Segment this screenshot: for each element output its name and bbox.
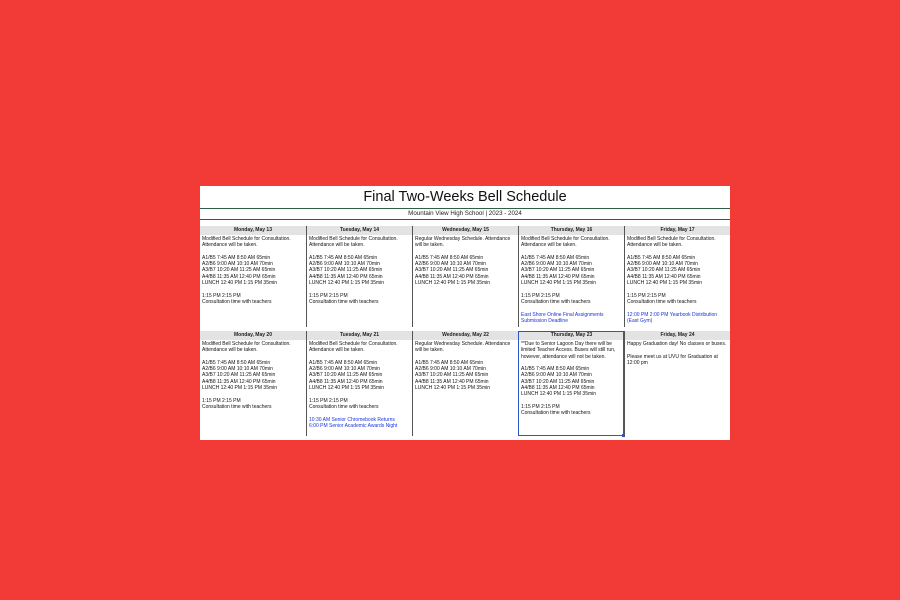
period-line: A2/B6 9:00 AM 10:10 AM 70min xyxy=(202,366,273,373)
period-line: A1/B5 7:45 AM 8:50 AM 65min xyxy=(627,254,696,261)
day-note: Modified Bell Schedule for Consultation. Attendance will be taken. xyxy=(202,236,291,249)
consult-label: Consultation time with teachers xyxy=(309,298,379,305)
period-line: A1/B5 7:45 AM 8:50 AM 65min xyxy=(202,359,271,366)
period-line: A3/B7 10:20 AM 11:25 AM 65min xyxy=(627,267,701,274)
period-line: A3/B7 10:20 AM 11:25 AM 65min xyxy=(415,267,489,274)
consult-time: 1:15 PM 2:15 PM xyxy=(202,292,241,299)
page-title: Final Two-Weeks Bell Schedule xyxy=(200,186,730,209)
period-line: A4/B8 11:35 AM 12:40 PM 65min xyxy=(415,378,489,385)
week-2-row xyxy=(200,331,730,436)
period-line: A1/B5 7:45 AM 8:50 AM 65min xyxy=(202,254,271,261)
period-line: LUNCH 12:40 PM 1:15 PM 35min xyxy=(521,280,597,287)
consult-label: Consultation time with teachers xyxy=(627,298,697,305)
day-cell-wednesday-may-15[interactable] xyxy=(412,226,518,327)
consult-time: 1:15 PM 2:15 PM xyxy=(521,292,560,299)
period-line: A2/B6 9:00 AM 10:10 AM 70min xyxy=(521,261,592,268)
period-line: A3/B7 10:20 AM 11:25 AM 65min xyxy=(521,267,595,274)
period-line: A3/B7 10:20 AM 11:25 AM 65min xyxy=(202,267,276,274)
period-line: A2/B6 9:00 AM 10:10 AM 70min xyxy=(415,261,486,268)
schedule-sheet xyxy=(200,186,730,440)
day-note: Modified Bell Schedule for Consultation. Attendance will be taken. xyxy=(309,236,398,249)
period-line: A3/B7 10:20 AM 11:25 AM 65min xyxy=(309,267,383,274)
period-line: A3/B7 10:20 AM 11:25 AM 65min xyxy=(521,378,595,385)
day-header: Friday, May 17 xyxy=(625,226,730,235)
day-note-2: Please meet us at UVU for Graduation at 12:00 pm xyxy=(627,353,718,366)
consult-time: 1:15 PM 2:15 PM xyxy=(521,403,560,410)
event-link[interactable]: 6:00 PM Senior Academic Awards Night xyxy=(309,422,398,429)
period-line: A4/B8 11:35 AM 12:40 PM 65min xyxy=(627,273,701,280)
period-line: LUNCH 12:40 PM 1:15 PM 35min xyxy=(202,280,278,287)
consult-time: 1:15 PM 2:15 PM xyxy=(309,292,348,299)
day-cell-wednesday-may-22[interactable] xyxy=(412,331,518,436)
page-subtitle: Mountain View High School | 2023 - 2024 xyxy=(200,209,730,220)
consult-label: Consultation time with teachers xyxy=(521,298,591,305)
day-cell-thursday-may-16[interactable] xyxy=(518,226,624,327)
period-line: A2/B6 9:00 AM 10:10 AM 70min xyxy=(627,261,698,268)
period-line: A2/B6 9:00 AM 10:10 AM 70min xyxy=(415,366,486,373)
period-line: A3/B7 10:20 AM 11:25 AM 65min xyxy=(415,372,489,379)
period-line: A2/B6 9:00 AM 10:10 AM 70min xyxy=(202,261,273,268)
period-line: A1/B5 7:45 AM 8:50 AM 65min xyxy=(415,359,484,366)
period-line: A1/B5 7:45 AM 8:50 AM 65min xyxy=(309,359,378,366)
period-line: LUNCH 12:40 PM 1:15 PM 35min xyxy=(202,385,278,392)
period-line: A4/B8 11:35 AM 12:40 PM 65min xyxy=(415,273,489,280)
day-cell-friday-may-24[interactable] xyxy=(624,331,730,436)
day-note: Modified Bell Schedule for Consultation. Attendance will be taken. xyxy=(521,236,610,249)
period-line: A1/B5 7:45 AM 8:50 AM 65min xyxy=(521,254,590,261)
day-cell-monday-may-13[interactable] xyxy=(200,226,306,327)
day-cell-friday-may-17[interactable] xyxy=(624,226,730,327)
period-line: LUNCH 12:40 PM 1:15 PM 35min xyxy=(415,280,491,287)
day-note: Regular Wednesday Schedule. Attendance will be taken. xyxy=(415,236,511,249)
day-note: Modified Bell Schedule for Consultation. Attendance will be taken. xyxy=(309,341,398,354)
day-note: Modified Bell Schedule for Consultation. Attendance will be taken. xyxy=(202,341,291,354)
day-header: Tuesday, May 21 xyxy=(307,331,412,340)
period-line: LUNCH 12:40 PM 1:15 PM 35min xyxy=(627,280,703,287)
day-header: Monday, May 13 xyxy=(200,226,306,235)
day-header: Friday, May 24 xyxy=(625,331,730,340)
period-line: A4/B8 11:35 AM 12:40 PM 65min xyxy=(202,273,276,280)
day-note: Regular Wednesday Schedule. Attendance will be taken. xyxy=(415,341,511,354)
period-line: LUNCH 12:40 PM 1:15 PM 35min xyxy=(309,280,385,287)
period-line: A2/B6 9:00 AM 10:10 AM 70min xyxy=(521,372,592,379)
period-line: A1/B5 7:45 AM 8:50 AM 65min xyxy=(415,254,484,261)
consult-time: 1:15 PM 2:15 PM xyxy=(202,397,241,404)
day-header: Tuesday, May 14 xyxy=(307,226,412,235)
period-line: A3/B7 10:20 AM 11:25 AM 65min xyxy=(202,372,276,379)
period-line: LUNCH 12:40 PM 1:15 PM 35min xyxy=(309,385,385,392)
day-header: Wednesday, May 15 xyxy=(413,226,518,235)
day-header: Monday, May 20 xyxy=(200,331,306,340)
day-note: Modified Bell Schedule for Consultation. Attendance will be taken. xyxy=(627,236,716,249)
period-line: LUNCH 12:40 PM 1:15 PM 35min xyxy=(521,391,597,398)
consult-label: Consultation time with teachers xyxy=(202,403,272,410)
period-line: A4/B8 11:35 AM 12:40 PM 65min xyxy=(309,273,383,280)
day-header: Thursday, May 23 xyxy=(519,331,624,340)
period-line: A1/B5 7:45 AM 8:50 AM 65min xyxy=(521,366,590,373)
event-link[interactable]: 12:00 PM 2:00 PM Yearbook Distribution (East Gym) xyxy=(627,311,718,324)
week-1-row xyxy=(200,226,730,327)
day-cell-thursday-may-23[interactable] xyxy=(518,331,624,436)
period-line: A4/B8 11:35 AM 12:40 PM 65min xyxy=(309,378,383,385)
period-line: A4/B8 11:35 AM 12:40 PM 65min xyxy=(521,385,595,392)
day-note: Happy Graduation day! No classes or buses. xyxy=(627,341,727,347)
period-line: A2/B6 9:00 AM 10:10 AM 70min xyxy=(309,261,380,268)
event-link[interactable]: East Shore Online Final Assignments Submission Deadline xyxy=(521,311,604,324)
event-link[interactable]: 10:30 AM Senior Chromebook Returns xyxy=(309,416,395,423)
consult-label: Consultation time with teachers xyxy=(309,403,379,410)
period-line: A2/B6 9:00 AM 10:10 AM 70min xyxy=(309,366,380,373)
period-line: A1/B5 7:45 AM 8:50 AM 65min xyxy=(309,254,378,261)
period-line: LUNCH 12:40 PM 1:15 PM 35min xyxy=(415,385,491,392)
consult-label: Consultation time with teachers xyxy=(202,298,272,305)
day-header: Wednesday, May 22 xyxy=(413,331,518,340)
consult-time: 1:15 PM 2:15 PM xyxy=(627,292,666,299)
consult-label: Consultation time with teachers xyxy=(521,410,591,417)
period-line: A4/B8 11:35 AM 12:40 PM 65min xyxy=(521,273,595,280)
period-line: A4/B8 11:35 AM 12:40 PM 65min xyxy=(202,378,276,385)
day-cell-tuesday-may-14[interactable] xyxy=(306,226,412,327)
day-note: **Due to Senior Lagoon Day there will be limited Teacher Access. Buses will still run, however, attendance will not be taken. xyxy=(521,341,616,360)
day-cell-tuesday-may-21[interactable] xyxy=(306,331,412,436)
consult-time: 1:15 PM 2:15 PM xyxy=(309,397,348,404)
period-line: A3/B7 10:20 AM 11:25 AM 65min xyxy=(309,372,383,379)
day-header: Thursday, May 16 xyxy=(519,226,624,235)
day-cell-monday-may-20[interactable] xyxy=(200,331,306,436)
